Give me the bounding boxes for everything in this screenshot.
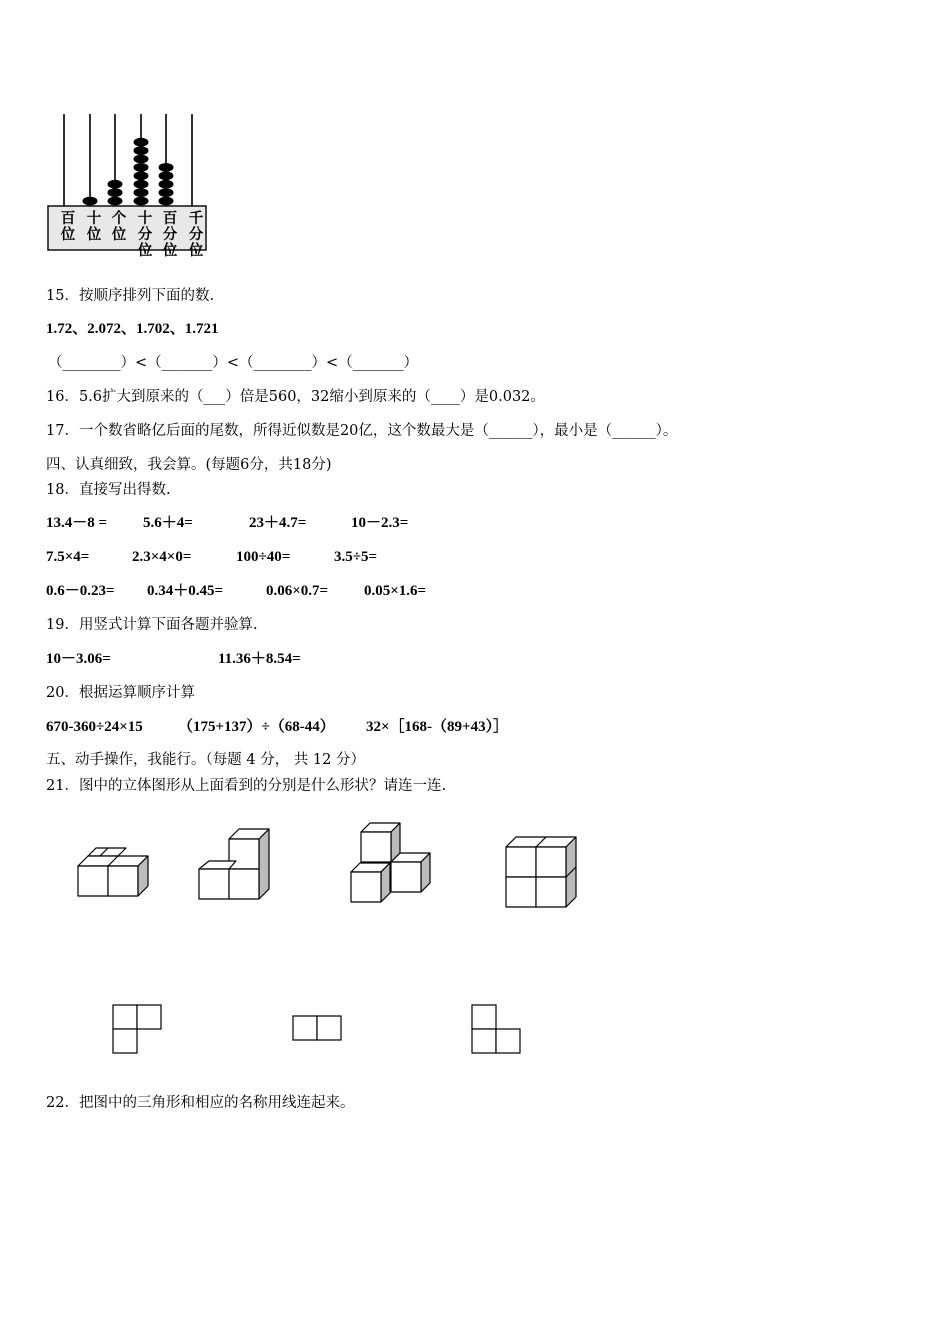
q18-item: 5.6＋4=	[143, 515, 193, 531]
abacus-bead	[159, 180, 174, 189]
q18-item: 0.05×1.6=	[364, 583, 427, 599]
abacus-label-hundredths: 百分位	[162, 210, 178, 259]
q18-item: 7.5×4=	[46, 549, 90, 565]
abacus-bead	[134, 155, 149, 164]
q18-title: 18．直接写出得数.	[46, 482, 171, 498]
q17-text: 17．一个数省略亿后面的尾数，所得近似数是20亿，这个数最大是（______），最小是（______）。	[46, 423, 678, 439]
cube-figure-2	[192, 825, 272, 905]
abacus-label-tens: 十位	[86, 210, 102, 243]
q20-item: 32×［168-（89+43）］	[366, 719, 509, 735]
abacus-bead	[108, 180, 123, 189]
abacus-label-thousandths: 千分位	[188, 210, 204, 259]
top-view-2	[290, 1013, 350, 1045]
q18-item: 3.5÷5=	[334, 549, 378, 565]
q18-item: 100÷40=	[236, 549, 291, 565]
q18-item: 0.34＋0.45=	[147, 583, 224, 599]
top-view-1	[110, 1002, 170, 1058]
q15-numbers: 1.72、2.072、1.702、1.721	[46, 321, 219, 337]
q18-item: 0.06×0.7=	[266, 583, 329, 599]
q18-item: 0.6－0.23=	[46, 583, 115, 599]
cube-figure-4	[500, 833, 580, 913]
abacus-bead	[108, 197, 123, 206]
abacus-bead	[83, 197, 98, 206]
abacus-label-tenths: 十分位	[137, 210, 153, 259]
abacus-label-hundreds: 百位	[60, 210, 76, 243]
abacus-bead	[134, 197, 149, 206]
q20-item: （175+137）÷（68-44）	[178, 719, 335, 735]
abacus-bead	[134, 163, 149, 172]
q15-blanks: （________）<（_______）<（________）<（_______）	[48, 355, 418, 371]
top-view-3	[469, 1002, 529, 1058]
q20-item: 670-360÷24×15	[46, 719, 143, 735]
abacus-bead	[108, 188, 123, 197]
abacus-bead	[159, 197, 174, 206]
q15-title: 15．按顺序排列下面的数.	[46, 288, 215, 304]
abacus-bead	[134, 180, 149, 189]
q19-title: 19．用竖式计算下面各题并验算.	[46, 617, 258, 633]
q18-item: 23＋4.7=	[249, 515, 307, 531]
q18-item: 10－2.3=	[351, 515, 409, 531]
q16-text: 16．5.6扩大到原来的（___）倍是560，32缩小到原来的（____）是0.032。	[46, 389, 545, 405]
abacus-bead	[134, 171, 149, 180]
abacus-bead	[159, 163, 174, 172]
abacus-bead	[134, 138, 149, 147]
abacus-label-ones: 个位	[111, 210, 127, 243]
q18-item: 13.4－8 =	[46, 515, 108, 531]
abacus-bead	[134, 188, 149, 197]
q21-title: 21．图中的立体图形从上面看到的分别是什么形状？请连一连.	[46, 778, 447, 794]
cube-figure-3	[345, 818, 435, 908]
q20-title: 20．根据运算顺序计算	[46, 685, 195, 701]
abacus-bead	[134, 146, 149, 155]
section4-heading: 四、认真细致，我会算。(每题6分，共18分)	[46, 457, 332, 473]
q18-item: 2.3×4×0=	[132, 549, 192, 565]
abacus-bead	[159, 171, 174, 180]
q19-item: 11.36＋8.54=	[218, 651, 301, 667]
cube-figure-1	[70, 842, 150, 902]
section5-heading: 五、动手操作，我能行。（每题 4 分， 共 12 分）	[46, 752, 365, 768]
q19-item: 10－3.06=	[46, 651, 111, 667]
q22-title: 22．把图中的三角形和相应的名称用线连起来。	[46, 1095, 355, 1111]
abacus-bead	[159, 188, 174, 197]
